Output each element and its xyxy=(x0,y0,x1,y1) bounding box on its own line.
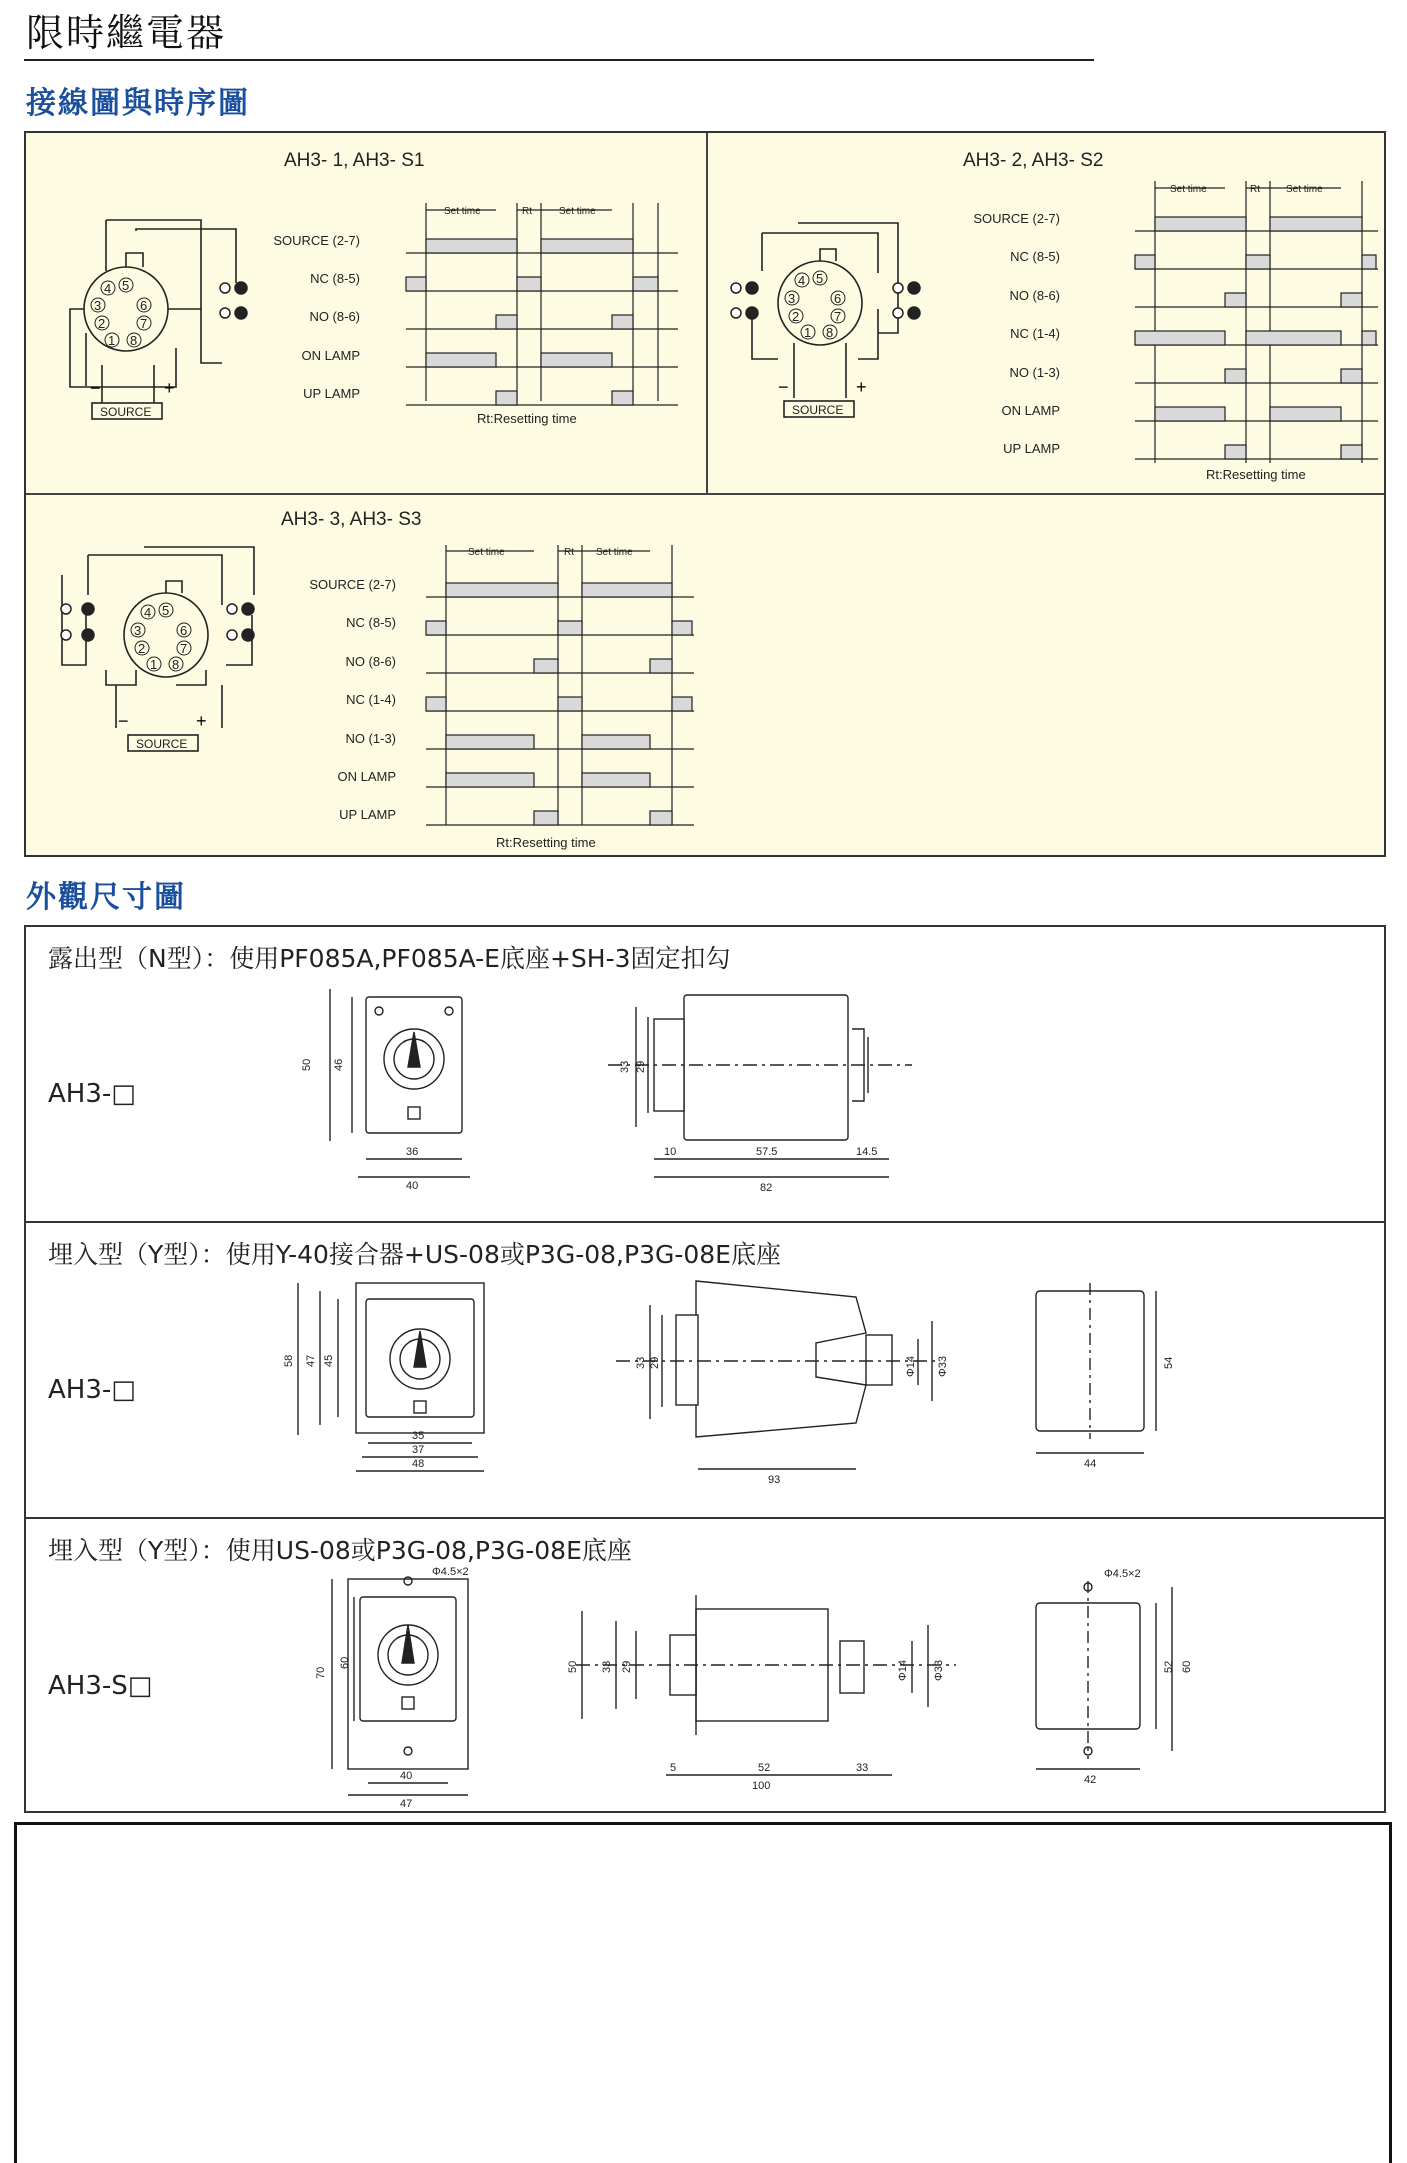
dim-label: 50 xyxy=(301,1058,313,1071)
wiring-timing-panel xyxy=(24,131,1386,857)
source-label-3: SOURCE xyxy=(136,737,188,751)
dim-label: 29 xyxy=(649,1356,661,1369)
source-plus-2: + xyxy=(856,377,867,397)
socket-diagram-3 xyxy=(62,547,254,751)
dim-label: 48 xyxy=(412,1458,425,1470)
row-2-drawings xyxy=(256,1273,1256,1513)
dim-label: 29 xyxy=(635,1060,647,1073)
svg-text:1: 1 xyxy=(150,657,158,672)
dim-label: Φ14 xyxy=(905,1355,917,1377)
signal-label: ON LAMP xyxy=(337,769,396,784)
source-plus-1: + xyxy=(164,378,175,398)
dim-label: 5 xyxy=(670,1762,677,1774)
svg-text:5: 5 xyxy=(122,278,130,293)
dim-label: 45 xyxy=(323,1354,335,1367)
dimensions-panel xyxy=(24,925,1386,1813)
dim-label: 57.5 xyxy=(756,1146,778,1158)
dim-label: Φ4.5×2 xyxy=(1104,1568,1141,1580)
row-3-model: AH3-S□ xyxy=(48,1671,153,1701)
svg-text:3: 3 xyxy=(788,291,796,306)
svg-text:5: 5 xyxy=(162,603,170,618)
set-time-label: Set time xyxy=(1170,184,1207,195)
dim-label: 14.5 xyxy=(856,1146,878,1158)
rt-label: Rt xyxy=(564,547,574,558)
dim-label: Φ33 xyxy=(933,1659,945,1681)
dim-label: 60 xyxy=(1181,1660,1193,1673)
set-time-label: Set time xyxy=(468,547,505,558)
signal-label: SOURCE (2-7) xyxy=(309,577,396,592)
signal-label: SOURCE (2-7) xyxy=(973,211,1060,226)
wiring-panel-3 xyxy=(26,495,706,857)
row-1-drawings xyxy=(256,977,956,1217)
dim-label: 40 xyxy=(406,1180,419,1192)
signal-label: NO (1-3) xyxy=(1009,365,1060,380)
source-plus-3: + xyxy=(196,711,207,731)
signal-label: NC (8-5) xyxy=(310,271,360,286)
dim-label: 52 xyxy=(1163,1660,1175,1673)
source-minus-3: − xyxy=(118,711,129,731)
source-minus-1: − xyxy=(90,378,101,398)
panel-2-model: AH3- 2, AH3- S2 xyxy=(963,150,1104,171)
row-3-drawings xyxy=(256,1559,1256,1809)
signal-label: NO (8-6) xyxy=(1009,288,1060,303)
socket-diagram-2 xyxy=(752,223,898,417)
wiring-panel-1 xyxy=(26,133,706,493)
set-time-label: Set time xyxy=(596,547,633,558)
dim-label: 70 xyxy=(315,1666,327,1679)
dim-label: 82 xyxy=(760,1182,773,1194)
contacts-2 xyxy=(731,282,920,319)
page-title: 限時繼電器 xyxy=(26,11,227,55)
svg-text:4: 4 xyxy=(144,605,152,620)
timing-diagram-1 xyxy=(406,203,678,405)
svg-text:3: 3 xyxy=(94,298,102,313)
signal-label: ON LAMP xyxy=(301,348,360,363)
socket-pins-3 xyxy=(131,603,191,672)
svg-text:2: 2 xyxy=(138,641,146,656)
svg-text:7: 7 xyxy=(140,316,148,331)
row-1-model: AH3-□ xyxy=(48,1079,136,1109)
contacts-1 xyxy=(220,282,247,319)
resetting-note-1: Rt:Resetting time xyxy=(477,411,577,426)
set-time-label: Set time xyxy=(559,206,596,217)
dim-label: 36 xyxy=(406,1146,419,1158)
set-time-label: Set time xyxy=(1286,184,1323,195)
socket-pins-1 xyxy=(91,278,151,348)
signal-label: ON LAMP xyxy=(1001,403,1060,418)
signal-label: NC (1-4) xyxy=(1010,326,1060,341)
signal-label: NO (8-6) xyxy=(309,309,360,324)
dimension-row-2 xyxy=(26,1221,1384,1519)
panel-1-model: AH3- 1, AH3- S1 xyxy=(284,150,425,171)
signal-label: NC (8-5) xyxy=(1010,249,1060,264)
signal-label: NC (8-5) xyxy=(346,615,396,630)
wiring-section-title: 接線圖與時序圖 xyxy=(26,86,250,121)
source-minus-2: − xyxy=(778,377,789,397)
row-1-description: 露出型（N型）：使用PF085A,PF085A-E底座+SH-3固定扣勾 xyxy=(48,944,731,973)
socket-pins-2 xyxy=(785,271,845,340)
rt-label: Rt xyxy=(1250,184,1260,195)
dim-label: 46 xyxy=(333,1058,345,1071)
timing-diagram-2 xyxy=(1135,181,1378,463)
svg-text:7: 7 xyxy=(834,309,842,324)
svg-text:4: 4 xyxy=(104,281,112,296)
dim-label: 47 xyxy=(400,1798,413,1809)
svg-text:8: 8 xyxy=(826,325,834,340)
dim-label: 40 xyxy=(400,1770,413,1782)
svg-text:6: 6 xyxy=(140,298,148,313)
title-divider xyxy=(24,59,1094,61)
dim-label: Φ33 xyxy=(937,1355,949,1377)
blank-notes-box xyxy=(14,1822,1392,2163)
signal-label: UP LAMP xyxy=(303,386,360,401)
resetting-note-3: Rt:Resetting time xyxy=(496,835,596,850)
dim-label: 50 xyxy=(567,1660,579,1673)
dim-label: 35 xyxy=(412,1430,425,1442)
dimensions-section-title: 外觀尺寸圖 xyxy=(26,880,186,915)
dim-label: 54 xyxy=(1163,1356,1175,1369)
row-2-model: AH3-□ xyxy=(48,1375,136,1405)
dim-label: 33 xyxy=(619,1060,631,1073)
source-label-1: SOURCE xyxy=(100,405,152,419)
signal-label: UP LAMP xyxy=(339,807,396,822)
dimension-row-3 xyxy=(26,1517,1384,1813)
source-label-2: SOURCE xyxy=(792,403,844,417)
dim-label: 10 xyxy=(664,1146,677,1158)
wiring-panel-2 xyxy=(708,133,1384,493)
dim-label: Φ14 xyxy=(897,1659,909,1681)
dimension-row-1 xyxy=(26,927,1384,1221)
svg-text:2: 2 xyxy=(98,316,106,331)
svg-text:6: 6 xyxy=(834,291,842,306)
dim-label: 52 xyxy=(758,1762,771,1774)
dim-label: 60 xyxy=(339,1656,351,1669)
signal-label: NO (8-6) xyxy=(345,654,396,669)
dim-label: Φ4.5×2 xyxy=(432,1566,469,1578)
timing-diagram-3 xyxy=(426,545,694,825)
svg-text:8: 8 xyxy=(130,333,138,348)
svg-text:4: 4 xyxy=(798,273,806,288)
svg-text:1: 1 xyxy=(108,333,116,348)
dim-label: 33 xyxy=(635,1356,647,1369)
svg-text:2: 2 xyxy=(792,309,800,324)
signal-label: UP LAMP xyxy=(1003,441,1060,456)
svg-text:3: 3 xyxy=(134,623,142,638)
panel-3-model: AH3- 3, AH3- S3 xyxy=(281,509,422,530)
dim-label: 42 xyxy=(1084,1774,1097,1786)
signal-label: NO (1-3) xyxy=(345,731,396,746)
row-3-description: 埋入型（Y型）：使用US-08或P3G-08,P3G-08E底座 xyxy=(48,1536,632,1565)
signal-label: SOURCE (2-7) xyxy=(273,233,360,248)
contacts-3 xyxy=(61,603,254,641)
row-2-description: 埋入型（Y型）：使用Y-40接合器+US-08或P3G-08,P3G-08E底座 xyxy=(48,1240,781,1269)
rt-label: Rt xyxy=(522,206,532,217)
dim-label: 58 xyxy=(283,1354,295,1367)
dim-label: 44 xyxy=(1084,1458,1097,1470)
svg-text:1: 1 xyxy=(804,325,812,340)
dim-label: 29 xyxy=(621,1660,633,1673)
dim-label: 33 xyxy=(856,1762,869,1774)
dim-label: 47 xyxy=(305,1354,317,1367)
svg-text:7: 7 xyxy=(180,641,188,656)
dim-label: 100 xyxy=(752,1780,771,1792)
dim-label: 37 xyxy=(412,1444,425,1456)
signal-label: NC (1-4) xyxy=(346,692,396,707)
svg-text:6: 6 xyxy=(180,623,188,638)
svg-text:8: 8 xyxy=(172,657,180,672)
set-time-label: Set time xyxy=(444,206,481,217)
resetting-note-2: Rt:Resetting time xyxy=(1206,467,1306,482)
dim-label: 33 xyxy=(601,1660,613,1673)
svg-text:5: 5 xyxy=(816,271,824,286)
dim-label: 93 xyxy=(768,1474,781,1486)
